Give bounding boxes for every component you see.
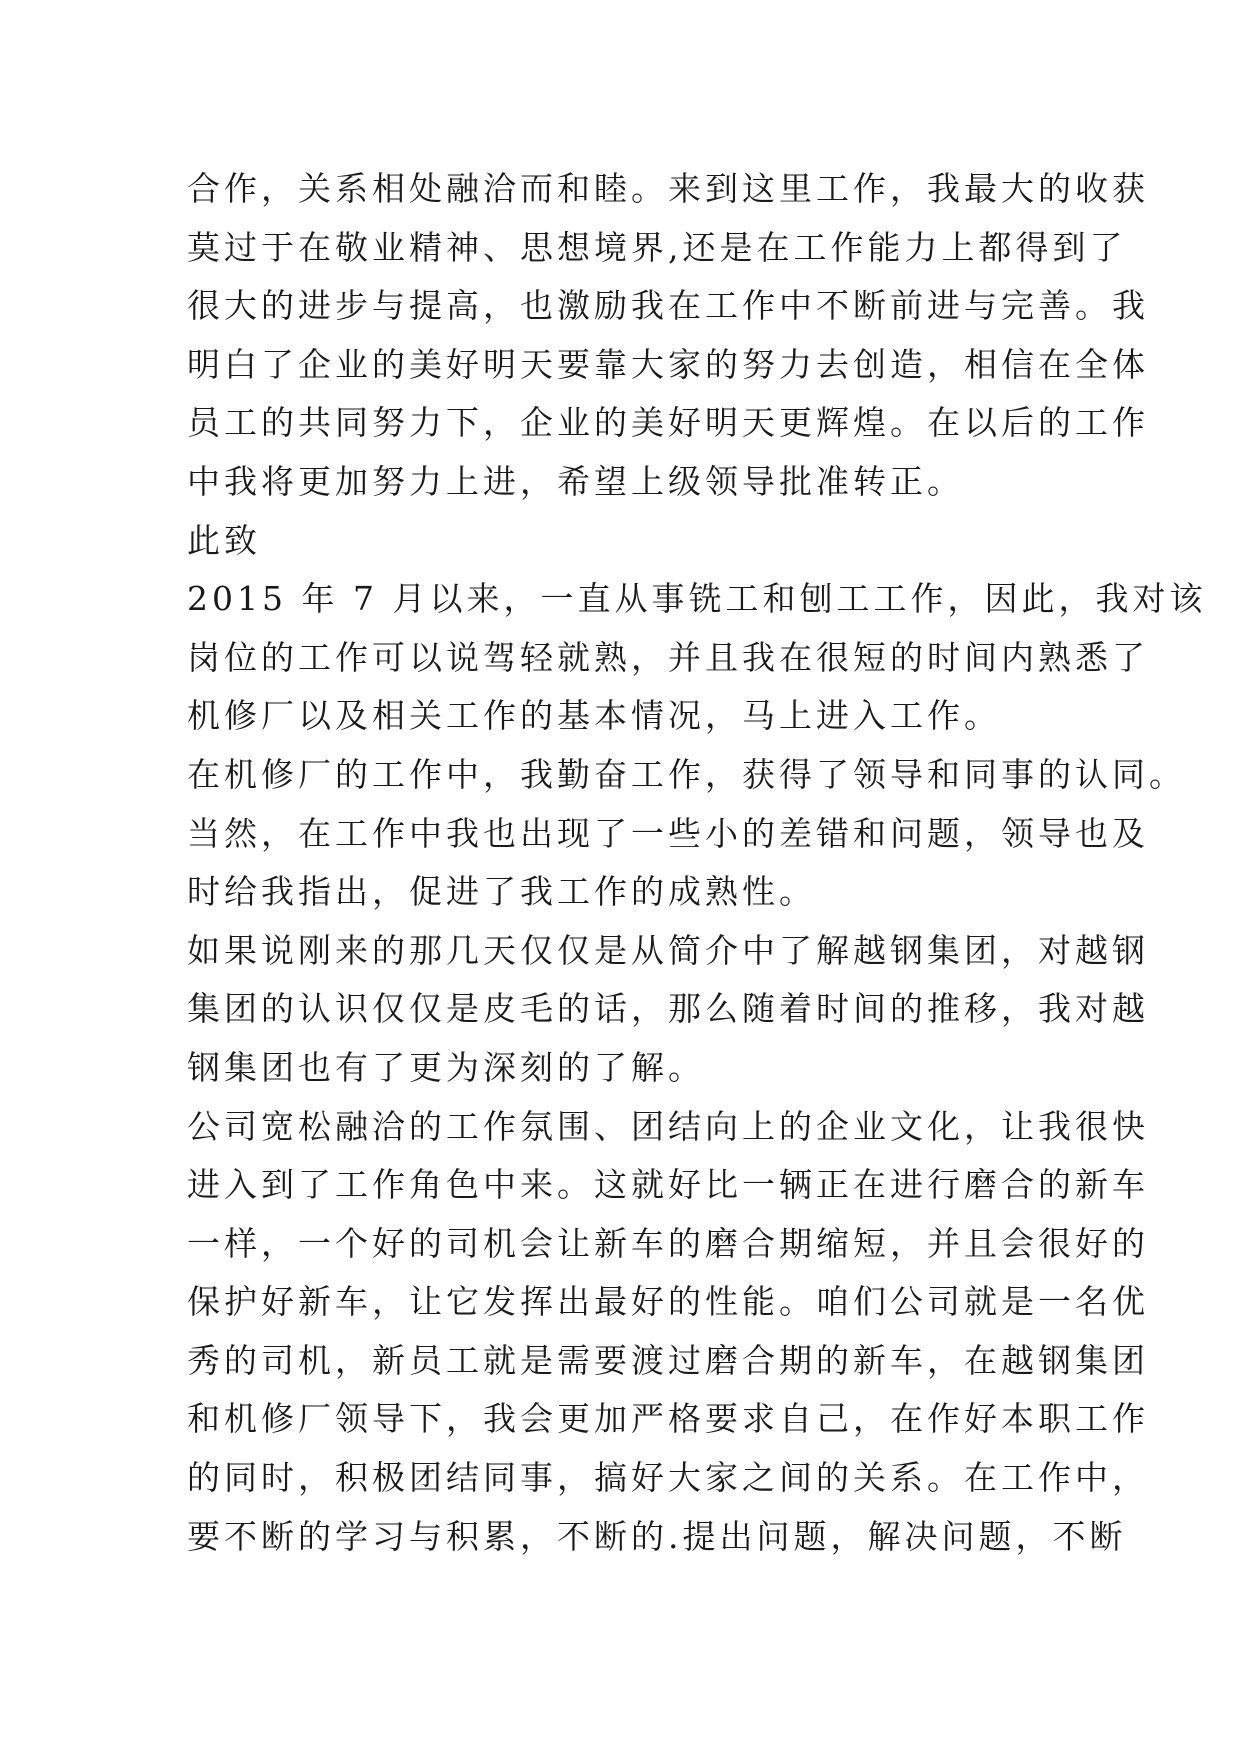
- text-line-24: 要不断的学习与积累，不断的.提出问题，解决问题，不断: [187, 1516, 1127, 1556]
- text-line-10: 机修厂以及相关工作的基本情况，马上进入工作。: [187, 696, 1001, 736]
- text-line-4: 明白了企业的美好明天要靠大家的努力去创造，相信在全体: [187, 344, 1149, 384]
- text-line-3: 很大的进步与提高，也激励我在工作中不断前进与完善。我: [187, 286, 1149, 326]
- text-line-22: 和机修厂领导下，我会更加严格要求自己，在作好本职工作: [187, 1399, 1149, 1439]
- text-line-18: 进入到了工作角色中来。这就好比一辆正在进行磨合的新车: [187, 1165, 1149, 1205]
- text-line-17: 公司宽松融洽的工作氛围、团结向上的企业文化，让我很快: [187, 1106, 1149, 1146]
- text-line-9: 岗位的工作可以说驾轻就熟，并且我在很短的时间内熟悉了: [187, 637, 1149, 677]
- text-line-21: 秀的司机，新员工就是需要渡过磨合期的新车，在越钢集团: [187, 1340, 1149, 1380]
- document-body: [187, 160, 1207, 1566]
- text-line-6: 中我将更加努力上进，希望上级领导批准转正。: [187, 461, 964, 501]
- text-line-20: 保护好新车，让它发挥出最好的性能。咱们公司就是一名优: [187, 1282, 1149, 1322]
- salutation-line: 此致: [187, 520, 261, 560]
- text-line-15: 集团的认识仅仅是皮毛的话，那么随着时间的推移，我对越: [187, 989, 1149, 1029]
- text-line-14: 如果说刚来的那几天仅仅是从简介中了解越钢集团，对越钢: [187, 930, 1149, 970]
- text-line-1: 合作，关系相处融洽而和睦。来到这里工作，我最大的收获: [187, 169, 1149, 208]
- text-line-23: 的同时，积极团结同事，搞好大家之间的关系。在工作中，: [187, 1458, 1149, 1498]
- text-line-13: 时给我指出，促进了我工作的成熟性。: [187, 872, 816, 912]
- text-line-11: 在机修厂的工作中，我勤奋工作，获得了领导和同事的认同。: [187, 754, 1186, 794]
- text-line-8: 2015 年 7 月以来，一直从事铣工和刨工工作，因此，我对该: [187, 579, 1207, 619]
- text-line-2: 莫过于在敬业精神、思想境界,还是在工作能力上都得到了: [187, 227, 1127, 267]
- text-line-19: 一样，一个好的司机会让新车的磨合期缩短，并且会很好的: [187, 1223, 1149, 1263]
- text-line-16: 钢集团也有了更为深刻的了解。: [187, 1047, 705, 1087]
- text-line-5: 员工的共同努力下，企业的美好明天更辉煌。在以后的工作: [187, 403, 1149, 443]
- text-line-12: 当然，在工作中我也出现了一些小的差错和问题，领导也及: [187, 813, 1149, 853]
